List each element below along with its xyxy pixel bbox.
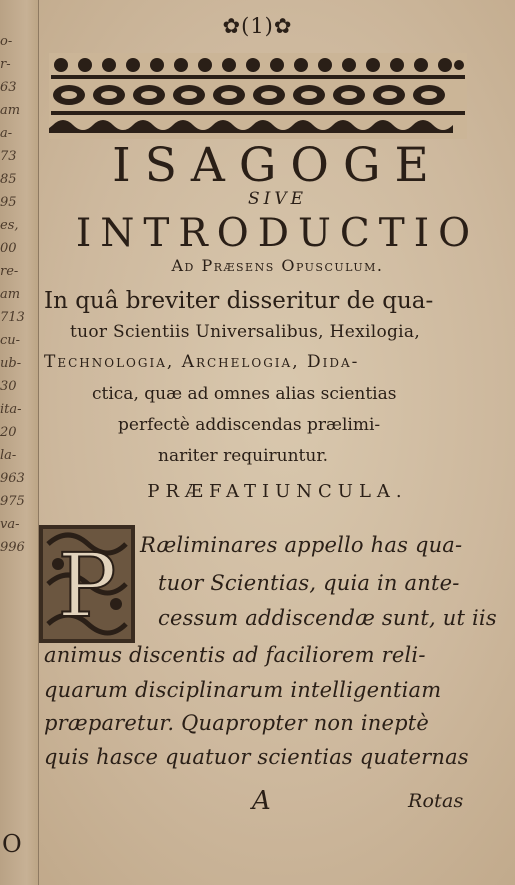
margin-fragment: a- xyxy=(0,126,13,141)
intro-line: perfectè addiscendas prælimi- xyxy=(118,415,381,435)
margin-fragment: am xyxy=(0,287,21,302)
initial-letter: P xyxy=(57,534,117,637)
signature-mark: A xyxy=(252,786,271,816)
preface-line: quarum disciplinarum intelligentiam xyxy=(44,678,442,702)
margin-fragment: 63 xyxy=(0,80,17,95)
margin-fragment: 00 xyxy=(0,241,17,256)
intro-line: ctica, quæ ad omnes alias scientias xyxy=(92,384,397,404)
margin-fragment: 713 xyxy=(0,310,25,325)
margin-fragment: 85 xyxy=(0,172,17,187)
title-sive: SIVE xyxy=(247,189,308,209)
preface-line: Ræliminares appello has qua- xyxy=(140,533,463,557)
margin-fragment: 963 xyxy=(0,471,25,486)
initial-frame-icon xyxy=(38,524,136,644)
margin-fragment: am xyxy=(0,103,21,118)
page-number xyxy=(0,14,515,38)
title-subtitle: Ad Præsens Opusculum. xyxy=(171,256,384,275)
flower-ornament-icon: ✿ xyxy=(222,14,242,38)
intro-line: nariter requiruntur. xyxy=(158,446,328,466)
margin-fragment: 975 xyxy=(0,494,25,509)
margin-fragment: re- xyxy=(0,264,19,279)
facing-page-margin xyxy=(0,0,39,885)
intro-line: Technologia, Archelogia, Dida- xyxy=(44,352,360,372)
margin-letter: O xyxy=(2,830,22,858)
margin-fragment: 95 xyxy=(0,195,17,210)
margin-fragment: r- xyxy=(0,57,11,72)
margin-fragment: ub- xyxy=(0,356,22,371)
margin-fragment: cu- xyxy=(0,333,21,348)
margin-fragment: va- xyxy=(0,517,20,532)
intro-line: tuor Scientiis Universalibus, Hexilogia, xyxy=(70,322,421,342)
preface-line: cessum addiscendæ sunt, ut iis xyxy=(158,606,497,630)
margin-fragment: 73 xyxy=(0,149,17,164)
section-heading: PRÆFATIUNCULA. xyxy=(147,481,408,502)
flower-ornament-icon: ✿ xyxy=(273,14,293,38)
preface-line: animus discentis ad faciliorem reli- xyxy=(44,643,426,667)
preface-line: quis hasce quatuor scientias quaternas xyxy=(44,745,469,769)
intro-line: In quâ breviter disseritur de qua- xyxy=(44,288,434,314)
preface-line: præparetur. Quapropter non ineptè xyxy=(44,711,430,735)
decorated-initial xyxy=(38,524,136,644)
title-isagoge: ISAGOGE xyxy=(112,138,443,193)
margin-fragment: 20 xyxy=(0,425,17,440)
margin-fragments xyxy=(0,30,36,559)
margin-fragment: es, xyxy=(0,218,19,233)
title-introductio: INTRODUCTIO xyxy=(75,211,480,256)
margin-fragment: o- xyxy=(0,34,13,49)
margin-fragment: 996 xyxy=(0,540,25,555)
catchword: Rotas xyxy=(408,790,464,812)
margin-fragment: ita- xyxy=(0,402,22,417)
margin-fragment: la- xyxy=(0,448,17,463)
margin-fragment: 30 xyxy=(0,379,17,394)
headpiece-ornament xyxy=(49,53,467,139)
page-number-text: (1) xyxy=(241,14,274,38)
preface-line: tuor Scientias, quia in ante- xyxy=(158,571,460,595)
